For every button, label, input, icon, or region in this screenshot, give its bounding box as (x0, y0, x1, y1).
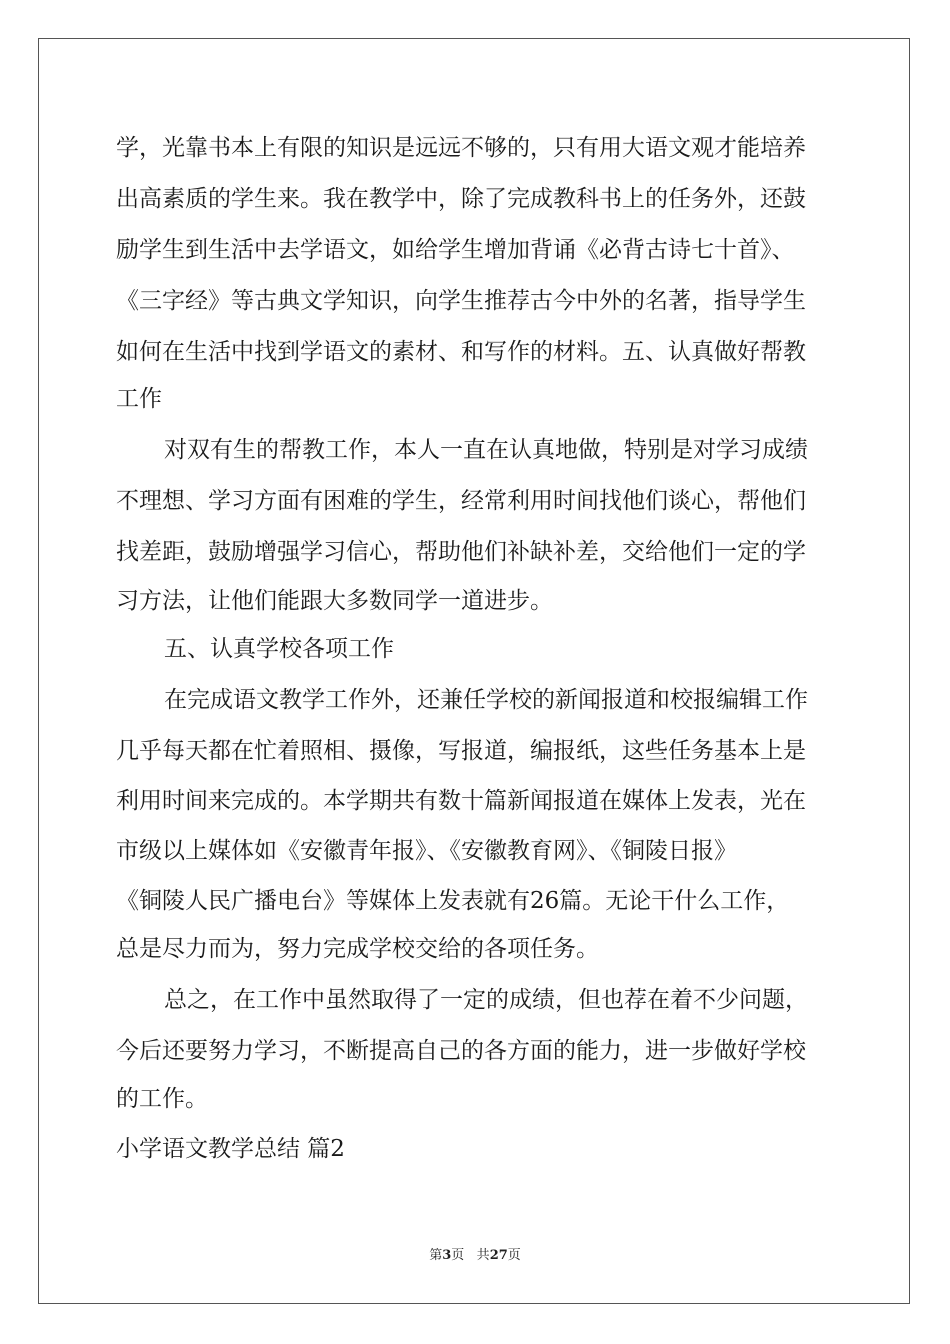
body-text-line: 找差距，鼓励增强学习信心，帮助他们补缺补差，交给他们一定的学 (116, 539, 806, 565)
body-text-line: 习方法，让他们能跟大多数同学一道进步。 (116, 588, 553, 614)
body-text-line: 出高素质的学生来。我在教学中，除了完成教科书上的任务外，还鼓 (116, 186, 806, 212)
body-text-line: 励学生到生活中去学语文，如给学生增加背诵《必背古诗七十首》、 (116, 237, 795, 263)
section-heading: 五、认真学校各项工作 (164, 636, 394, 662)
page-footer (0, 1247, 950, 1265)
body-text-line: 利用时间来完成的。本学期共有数十篇新闻报道在媒体上发表，光在 (116, 788, 806, 814)
page-suffix: 页 (451, 1248, 465, 1263)
total-suffix: 页 (507, 1248, 521, 1263)
page-prefix: 第 (429, 1248, 443, 1263)
body-text-line: 市级以上媒体如《安徽青年报》、《安徽教育网》、《铜陵日报》 (116, 838, 737, 864)
total-page-count: 27 (489, 1248, 508, 1263)
body-text-line: 学，光靠书本上有限的知识是远远不够的，只有用大语文观才能培养 (116, 135, 806, 161)
body-text-line: 的工作。 (116, 1086, 208, 1112)
body-text-line: 不理想、学习方面有困难的学生，经常利用时间找他们谈心，帮他们 (116, 488, 806, 514)
current-page-number: 3 (442, 1248, 452, 1263)
paragraph-start-line: 总之，在工作中虽然取得了一定的成绩，但也荐在着不少问题， (164, 987, 808, 1013)
body-text-line: 今后还要努力学习，不断提高自己的各方面的能力，进一步做好学校 (116, 1038, 806, 1064)
page-border (38, 38, 910, 1304)
body-text-line: 《三字经》等古典文学知识，向学生推荐古今中外的名著，指导学生 (116, 288, 806, 314)
body-text-line: 工作 (116, 386, 162, 412)
body-text-line: 如何在生活中找到学语文的素材、和写作的材料。五、认真做好帮教 (116, 339, 806, 365)
body-text-line: 总是尽力而为，努力完成学校交给的各项任务。 (116, 936, 599, 962)
paragraph-start-line: 在完成语文教学工作外，还兼任学校的新闻报道和校报编辑工作 (164, 687, 808, 713)
article-subtitle: 小学语文教学总结 篇2 (116, 1136, 345, 1162)
paragraph-start-line: 对双有生的帮教工作，本人一直在认真地做，特别是对学习成绩 (164, 437, 808, 463)
body-text-line: 几乎每天都在忙着照相、摄像，写报道，编报纸，这些任务基本上是 (116, 738, 806, 764)
body-text-line: 《铜陵人民广播电台》等媒体上发表就有26篇。无论干什么工作， (116, 888, 790, 914)
total-prefix: 共 (476, 1248, 490, 1263)
